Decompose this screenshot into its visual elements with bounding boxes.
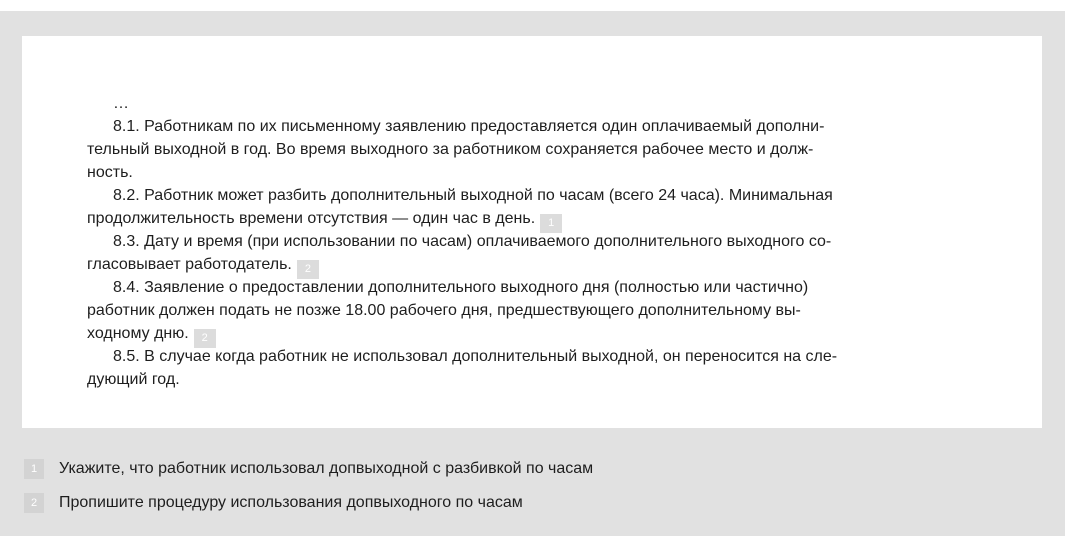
document-line [87, 322, 977, 345]
document-line-text: 8.4. Заявление о предоставлении дополнительного выходного дня (полностью или частично) [113, 279, 809, 296]
footnote-item [24, 486, 1024, 520]
document-frame [0, 11, 1065, 536]
footnote-text: Укажите, что работник использовал допвыходной с разбивкой по часам [59, 460, 594, 477]
footnote-marker: 2 [297, 260, 319, 279]
document-line-text: продолжительность времени отсутствия — один час в день. [87, 210, 536, 227]
document-line [87, 184, 977, 207]
document-line [87, 276, 977, 299]
document-line-text: 8.3. Дату и время (при использовании по часам) оплачиваемого дополнительного выходного со- [113, 233, 832, 250]
document-line [87, 253, 977, 276]
document-line [87, 207, 977, 230]
document-text [87, 92, 977, 391]
footnote-text: Пропишите процедуру использования допвыходного по часам [59, 494, 523, 511]
document-line [87, 161, 977, 184]
footnote-number: 2 [24, 493, 44, 513]
footnote-item [24, 452, 1024, 486]
document-line [87, 368, 977, 391]
document-card [22, 36, 1042, 428]
document-line [87, 299, 977, 322]
document-line-text: дующий год. [87, 371, 180, 388]
document-line [87, 230, 977, 253]
document-line [87, 115, 977, 138]
footnote-marker: 2 [194, 329, 216, 348]
footnote-number: 1 [24, 459, 44, 479]
document-line-text: 8.2. Работник может разбить дополнительный выходной по часам (всего 24 часа). Минимальная [113, 187, 833, 204]
document-line-text: работник должен подать не позже 18.00 рабочего дня, предшествующего дополнительному вы- [87, 302, 801, 319]
document-line-text: … [113, 95, 129, 112]
document-line [87, 138, 977, 161]
document-line-text: 8.1. Работникам по их письменному заявлению предоставляется один оплачиваемый дополни- [113, 118, 825, 135]
document-line-text: ность. [87, 164, 133, 181]
document-line [87, 92, 977, 115]
document-line-text: ходному дню. [87, 325, 189, 342]
footnote-list [24, 452, 1024, 520]
document-line-text: гласовывает работодатель. [87, 256, 292, 273]
document-line-text: тельный выходной в год. Во время выходного за работником сохраняется рабочее место и долж- [87, 141, 814, 158]
footnote-marker: 1 [540, 214, 562, 233]
document-line-text: 8.5. В случае когда работник не использовал дополнительный выходной, он переносится на сле- [113, 348, 838, 365]
document-line [87, 345, 977, 368]
